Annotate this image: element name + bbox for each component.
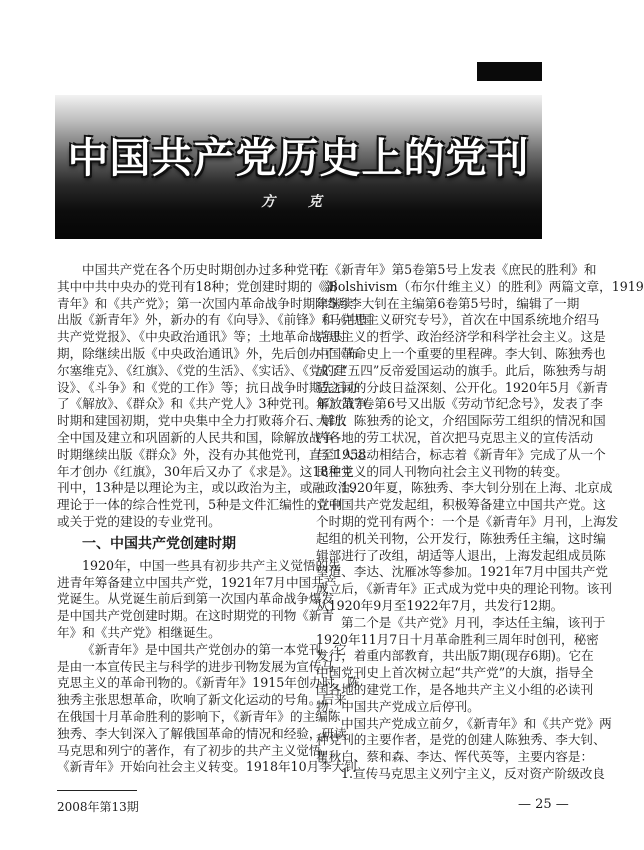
paragraph: [57, 262, 372, 531]
right-text-column: [316, 262, 644, 783]
text-line: 克思主义的哲学、政治经济学和科学社会主义。这是: [316, 329, 606, 345]
section-tab-mark: [477, 62, 542, 81]
text-line: 《Bolshivism（布尔什维主义）的胜利》两篇文章，1919: [316, 278, 644, 294]
text-line: 第二个是《共产党》月刊，李达任主编，该刊于: [341, 614, 606, 630]
text-line: 《新青年》是中国共产党创办的第一本党刊。它: [82, 641, 347, 657]
text-line: 尔塞维克》、《红旗》、《党的生活》、《实话》、《党的建: [57, 362, 347, 378]
text-line: 《马克思主义研究专号》，首次在中国系统地介绍马: [316, 312, 600, 328]
text-line: 辑部进行了改组，胡适等人退出，上海发起组成员陈: [316, 547, 606, 563]
text-line: 独秀、李大钊深入了解俄国革命的情况和经验，研读: [57, 725, 347, 741]
text-line: 中国革命史上一个重要的里程碑。李大钊、陈独秀也: [316, 345, 606, 361]
text-line: 时期和建国初期，党中央集中全力打败蒋介石、解放: [57, 413, 347, 429]
text-line: 1.宣传马克思主义列宁主义，反对资产阶级改良: [341, 765, 605, 781]
text-line: 立中国共产党发起组，积极筹备建立中国共产党。这: [316, 497, 606, 513]
paragraph: [57, 641, 360, 776]
text-line: 青年》和《共产党》；第一次国内革命战争时期除继续: [57, 295, 353, 311]
footer-rule: [57, 790, 137, 791]
text-line: 克思主义的革命刊物的。《新青年》1915年创办时，陈: [57, 675, 360, 691]
text-line: 物。中国共产党成立后停刊。: [316, 698, 480, 714]
paragraph: [316, 614, 606, 716]
text-line: 发行，着重内部教育，共出版7期(现存6期)。它在: [316, 648, 594, 664]
text-line: 1920年11月7日十月革命胜利三周年时创刊，秘密: [316, 631, 599, 647]
text-line: 国各地的建党工作，是各地共产主义小组的必读刊: [316, 681, 594, 697]
title-banner: [55, 95, 542, 239]
text-line: 全中国及建立和巩固新的人民共和国，除解放战争: [57, 429, 335, 445]
paragraph: [316, 765, 605, 783]
text-line: 是中国共产党创建时期。在这时期党的刊物《新青: [57, 608, 335, 624]
text-line: 中国共产党成立前夕，《新青年》和《共产党》两: [341, 715, 612, 731]
issue-label: 2008年第13期: [57, 800, 139, 814]
article-author: 方 克: [261, 194, 336, 210]
text-line: 《新青年》开始向社会主义转变。1918年10月李大钊: [57, 759, 357, 775]
text-line: 与工人运动相结合，标志着《新青年》完成了从一个: [316, 446, 606, 462]
paragraph: [316, 480, 619, 614]
text-line: 年5月李大钊在主编第6卷第5号时，编辑了一期: [316, 295, 580, 311]
text-line: 是由一本宣传民主与科学的进步刊物发展为宣传马: [57, 658, 335, 674]
text-line: 年才创办《红旗》，30年后又办了《求是》。这18种党: [57, 463, 354, 479]
paragraph: [316, 262, 644, 480]
text-line: 理论于一体的综合性党刊，5种是文件汇编性的党刊: [57, 497, 343, 513]
text-line: 设》、《斗争》和《党的工作》等；抗日战争时期先后办: [57, 379, 360, 395]
text-line: 刊中，13种是以理论为主，或以政治为主，或融政治、: [57, 480, 363, 496]
text-line: 年》和《共产党》相继诞生。: [57, 624, 221, 640]
section-heading: 一、中国共产党创建时期: [82, 535, 236, 552]
text-line: 共产党党报》、《中央政治通讯》等；土地革命战争时: [57, 329, 347, 345]
text-line: 大钊、陈独秀的论文，介绍国际劳工组织的情况和国: [316, 413, 606, 429]
text-line: 期，除继续出版《中央政治通讯》外，先后创办了《布: [57, 345, 360, 361]
text-line: 或关于党的建设的专业党刊。: [57, 513, 221, 529]
page-number: — 25 —: [518, 797, 569, 812]
text-line: 适之间的分歧日益深刻、公开化。1920年5月《新青: [316, 379, 608, 395]
text-line: 中国共产党在各个历史时期创办过多种党刊，: [82, 262, 334, 277]
text-line: 党诞生。从党诞生前后到第一次国内革命战争爆发: [57, 591, 335, 607]
text-line: 中国党刊史上首次树立起“共产党”的大旗，指导全: [316, 665, 594, 681]
text-line: 独秀主张思想革命，吹响了新文化运动的号角。后来: [57, 692, 347, 708]
text-line: 进青年筹备建立中国共产党，1921年7月中国共产: [57, 574, 337, 590]
text-line: 望道、李达、沈雁冰等参加。1921年7月中国共产党: [316, 564, 608, 580]
text-line: 年》第7卷第6号又出版《劳动节纪念号》，发表了李: [316, 396, 603, 412]
text-line: 从1920年9月至1922年7月，共发行12期。: [316, 597, 564, 613]
text-line: 在《新青年》第5卷第5号上发表《庶民的胜利》和: [316, 262, 597, 277]
text-line: 瞿秋白、蔡和森、李达、恽代英等，主要内容是：: [316, 749, 594, 765]
left-text-column: [57, 262, 372, 776]
text-line: 个时期的党刊有两个：一个是《新青年》月刊，上海发: [316, 513, 619, 529]
text-line: 了《解放》、《群众》和《共产党人》3种党刊。解放战争: [57, 396, 368, 412]
article-title: 中国共产党历史上的党刊: [67, 134, 530, 182]
paragraph: [316, 715, 612, 766]
text-line: 1920年夏，陈独秀、李大钊分别在上海、北京成: [341, 480, 613, 496]
text-line: 内各地的劳工状况，首次把马克思主义的宣传活动: [316, 429, 594, 445]
paragraph: [57, 557, 341, 642]
text-line: 时期继续出版《群众》外，没有办其他党刊，直至1958: [57, 446, 367, 462]
text-line: 成立后，《新青年》正式成为党中央的理论刊物。该刊: [316, 581, 612, 597]
text-line: 成了“五四”反帝爱国运动的旗手。此后，陈独秀与胡: [316, 362, 606, 378]
text-line: 种党刊的主要作者，是党的创建人陈独秀、李大钊、: [316, 732, 606, 748]
text-line: 在俄国十月革命胜利的影响下，《新青年》的主编陈: [57, 708, 341, 724]
text-line: 起组的机关刊物，公开发行，陈独秀任主编，这时编: [316, 530, 606, 546]
text-line: 出版《新青年》外，新办的有《向导》、《前锋》和《中国: [57, 312, 372, 328]
text-line: 1920年，中国一些具有初步共产主义觉悟的先: [82, 557, 341, 573]
text-line: 马克思和列宁的著作，有了初步的共产主义觉悟，: [57, 742, 335, 758]
text-line: 民主主义的同人刊物向社会主义刊物的转变。: [316, 463, 568, 479]
text-line: 其中中共中央办的党刊有18种；党创建时期的《新: [57, 278, 338, 294]
